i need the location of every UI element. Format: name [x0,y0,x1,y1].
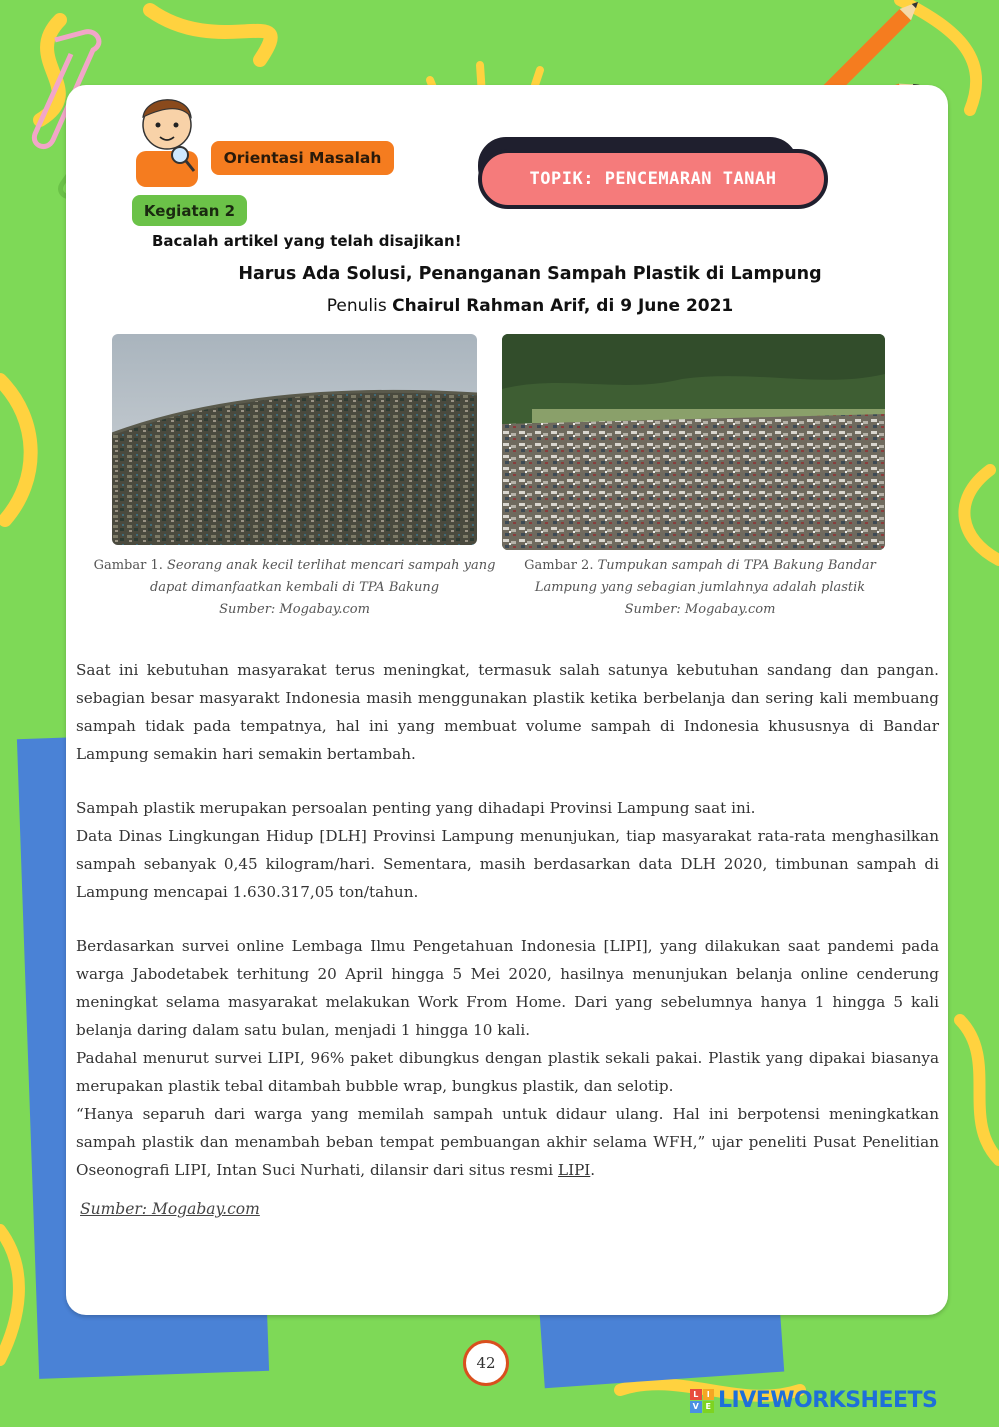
instruction-text: Bacalah artikel yang telah disajikan! [152,232,462,250]
figure-2-photo [502,334,885,550]
article-byline [120,296,940,316]
kegiatan-label: Kegiatan 2 [132,195,247,226]
figure-1-caption-text: Seorang anak kecil terlihat mencari sampah yang dapat dimanfaatkan kembali di TPA Bakung [149,558,496,595]
paragraph-2b-text: Data Dinas Lingkungan Hidup [DLH] Provinsi Lampung menunjukan, tiap masyarakat rata-rata menghasilkan sampah sebanyak 0,45 kilogram/hari. Sementara, masih berdasarkan data DLH 2020, timbunan sampah di Lampung mencapai 1.630.317,05 ton/tahun. [76,827,939,901]
paragraph-3b-text: Padahal menurut survei LIPI, 96% paket dibungkus dengan plastik sekali pakai. Plastik yang dipakai biasanya merupakan plastik tebal ditambah bubble wrap, bungkus plastik, dan selotip. [76,1049,939,1095]
orientasi-masalah-label: Orientasi Masalah [211,141,394,175]
figure-1-caption [92,555,497,621]
paragraph-3c-end: . [590,1161,596,1179]
liveworksheets-branding [690,1388,937,1413]
figure-2-caption [505,555,895,621]
paragraph-3c [76,1100,939,1184]
figure-2-caption-text: Tumpukan sampah di TPA Bakung Bandar Lampung yang sebagian jumlahnya adalah plastik [534,558,876,595]
figure-1-photo [112,334,477,545]
paragraph-3 [76,932,939,1184]
topik-banner: TOPIK: PENCEMARAN TANAH [478,149,828,209]
paragraph-3a-text: Berdasarkan survei online Lembaga Ilmu Pengetahuan Indonesia [LIPI], yang dilakukan saat pandemi pada warga Jabodetabek terhitung 20 April hingga 5 Mei 2020, hasilnya menunjukan belanja online cenderung meningkat selama masyarakat melakukan Work From Home. Dari yang sebelumnya hanya 1 hingga 5 kali belanja daring dalam satu bulan, menjadi 1 hingga 10 kali. [76,937,939,1039]
logo-letter-v: V [690,1401,702,1413]
article-title: Harus Ada Solusi, Penanganan Sampah Plastik di Lampung [238,264,822,284]
paragraph-1-text: Saat ini kebutuhan masyarakat terus meningkat, termasuk salah satunya kebutuhan sandang dan pangan. sebagian besar masyarakt Indonesia masih menggunakan plastik ketika berbelanja dan sering kali membuang sampah tidak pada tempatnya, hal ini yang membuat volume sampah di Indonesia khususnya di Bandar Lampung semakin hari semakin bertambah. [76,661,939,763]
byline-prefix: Penulis [326,296,393,316]
byline-author: Chairul Rahman Arif, di 9 June 2021 [392,296,734,316]
source-link[interactable]: Sumber: Mogabay.com [80,1200,260,1218]
liveworksheets-wordmark[interactable]: LIVEWORKSHEETS [718,1388,938,1413]
page-number: 42 [463,1340,509,1386]
paragraph-2 [76,794,939,906]
figure-2-label: Gambar 2. [524,558,598,573]
figure-1-source: Sumber: Mogabay.com [219,602,370,617]
logo-letter-l: L [690,1389,702,1401]
paragraph-1 [76,656,939,768]
liveworksheets-logo-icon [690,1389,714,1413]
figure-1-label: Gambar 1. [93,558,168,573]
logo-letter-i: I [703,1389,715,1401]
logo-letter-e: E [703,1401,715,1413]
paragraph-2a-text: Sampah plastik merupakan persoalan penting yang dihadapi Provinsi Lampung saat ini. [76,799,756,817]
paragraph-3c-text: “Hanya separuh dari warga yang memilah sampah untuk didaur ulang. Hal ini berpotensi meningkatkan sampah plastik dan menambah beban tempat pembuangan akhir selama WFH,” ujar peneliti Pusat Penelitian Oseonografi LIPI, Intan Suci Nurhati, dilansir dari situs resmi [76,1105,939,1179]
kid-magnifier-illustration [128,87,206,187]
lipi-link[interactable]: LIPI [557,1161,591,1179]
figure-2-source: Sumber: Mogabay.com [624,602,776,617]
